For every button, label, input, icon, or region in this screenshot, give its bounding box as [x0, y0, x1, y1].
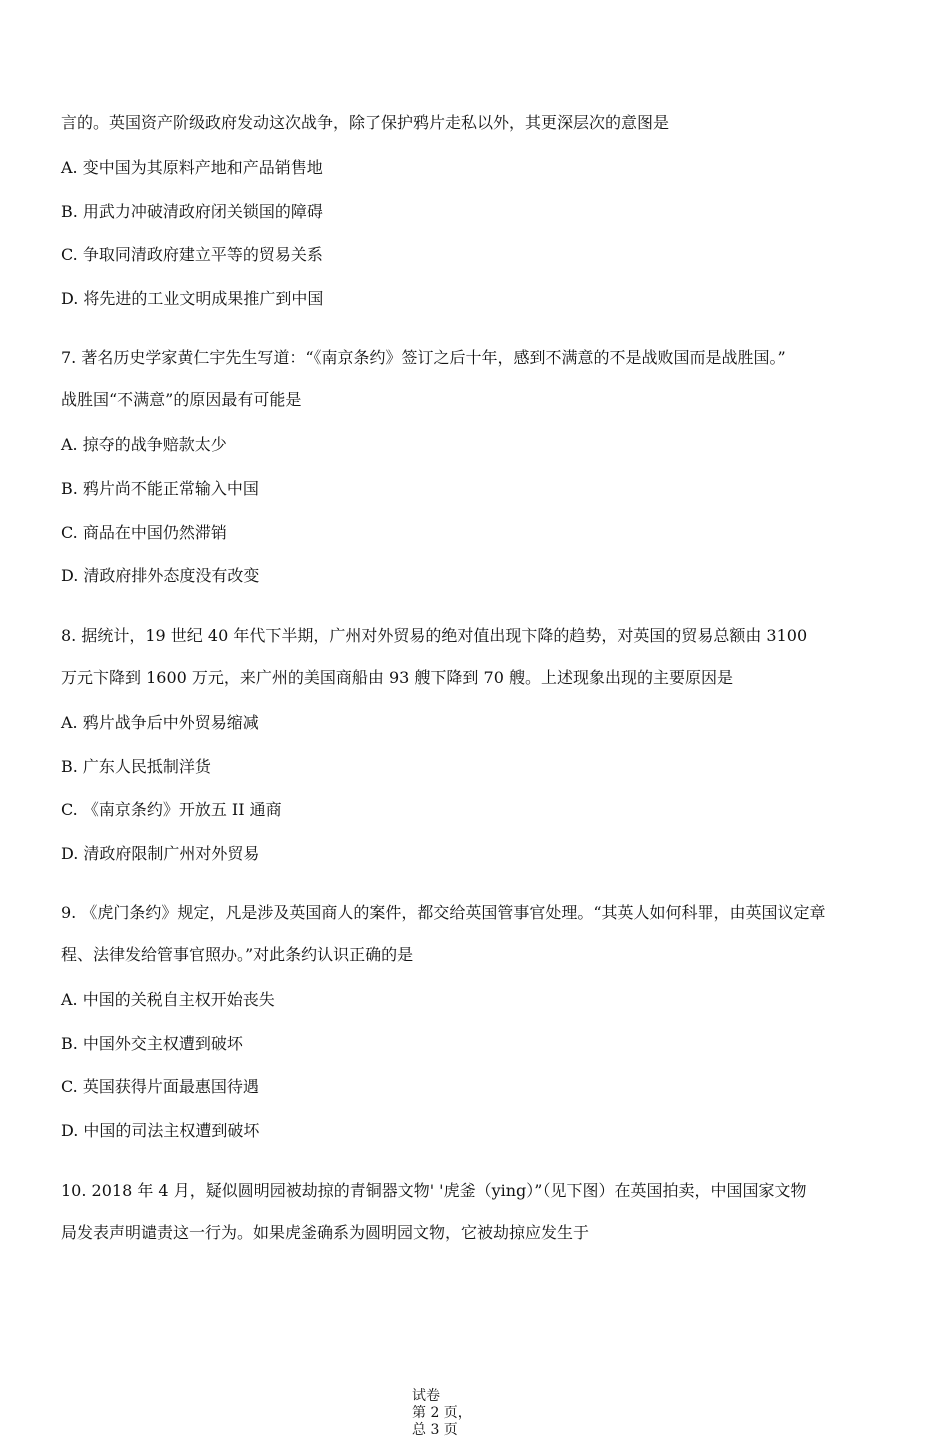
- q10-stem-line-1: 10. 2018 年 4 月，疑似圆明园被劫掠的青铜器文物' '虎釜（ying）”（见下图）在英国拍卖，中国国家文物: [61, 1181, 807, 1200]
- q9-option-c: C. 英国获得片面最惠国待遇: [61, 1077, 259, 1096]
- q8-option-c: C. 《南京条约》开放五 II 通商: [61, 800, 282, 819]
- q6-option-b: B. 用武力冲破清政府闭关锁国的障碍: [61, 202, 323, 221]
- q9-option-b: B. 中国外交主权遭到破坏: [61, 1034, 243, 1053]
- footer-page-number: 第 2 页，: [412, 1405, 472, 1421]
- q8-option-b: B. 广东人民抵制洋货: [61, 757, 211, 776]
- q6-stem-tail: 言的。英国资产阶级政府发动这次战争，除了保护鸦片走私以外，其更深层次的意图是: [61, 113, 670, 132]
- page-footer: [412, 1388, 492, 1439]
- q7-option-d: D. 清政府排外态度没有改变: [61, 566, 260, 585]
- q9-option-d: D. 中国的司法主权遭到破坏: [61, 1121, 260, 1140]
- q9-option-a: A. 中国的关税自主权开始丧失: [61, 990, 275, 1009]
- q6-option-a: A. 变中国为其原料产地和产品销售地: [61, 158, 323, 177]
- q7-option-a: A. 掠夺的战争赔款太少: [61, 435, 227, 454]
- q8-stem-line-2: 万元卞降到 1600 万元，来广州的美国商船由 93 艘下降到 70 艘。上述现象出现的主要原因是: [61, 668, 733, 687]
- q8-option-d: D. 清政府限制广州对外贸易: [61, 844, 260, 863]
- q7-option-b: B. 鸦片尚不能正常输入中国: [61, 479, 259, 498]
- footer-page-total: 总 3 页: [412, 1422, 458, 1438]
- q6-option-d: D. 将先进的工业文明成果推广到中国: [61, 289, 324, 308]
- q9-stem-line-2: 程、法律发给管事官照办。”对此条约认识正确的是: [61, 945, 414, 964]
- q6-option-c: C. 争取同清政府建立平等的贸易关系: [61, 245, 323, 264]
- q9-stem-line-1: 9. 《虎门条约》规定，凡是涉及英国商人的案件，都交给英国管事官处理。“其英人如何科罪，由英国议定章: [61, 903, 826, 922]
- q7-option-c: C. 商品在中国仍然滞销: [61, 523, 227, 542]
- q8-stem-line-1: 8. 据统计，19 世纪 40 年代下半期，广州对外贸易的绝对值出现卞降的趋势，对英国的贸易总额由 3100: [61, 626, 808, 645]
- q7-stem-line-1: 7. 著名历史学家黄仁宇先生写道：“《南京条约》签订之后十年，感到不满意的不是战败国而是战胜国。”: [61, 348, 786, 367]
- q10-stem-line-2: 局发表声明谴责这一行为。如果虎釜确系为圆明园文物，它被劫掠应发生于: [61, 1223, 590, 1242]
- q8-option-a: A. 鸦片战争后中外贸易缩减: [61, 713, 259, 732]
- footer-doc-type: 试卷: [412, 1388, 440, 1404]
- q7-stem-line-2: 战胜国“不满意”的原因最有可能是: [61, 390, 302, 409]
